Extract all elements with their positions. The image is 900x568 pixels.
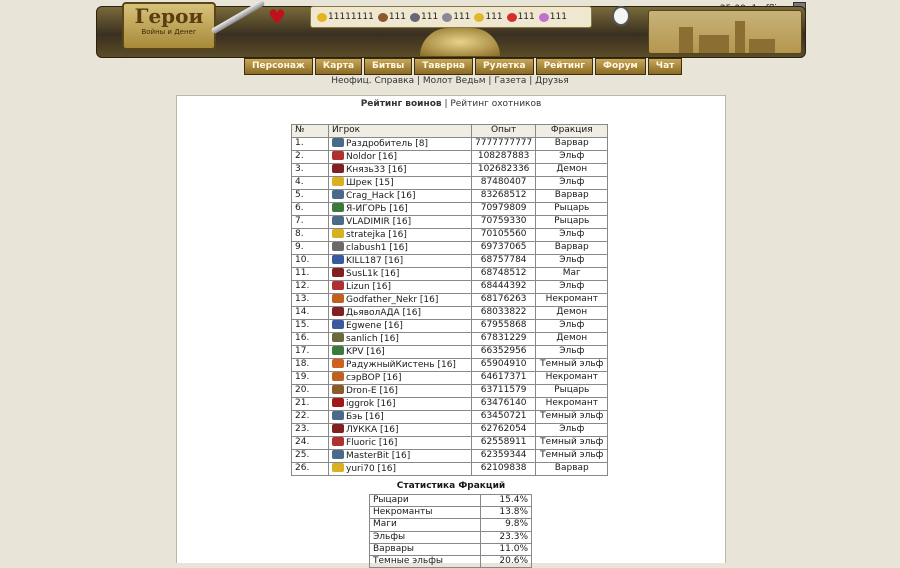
rank-cell: 5. bbox=[292, 189, 329, 202]
player-name-link[interactable]: Я-ИГОРЬ [16] bbox=[346, 203, 408, 214]
tab-hunters-rating[interactable]: Рейтинг охотников bbox=[450, 99, 542, 109]
player-cell bbox=[329, 163, 472, 176]
wood-icon bbox=[378, 13, 388, 22]
faction-name-cell: Рыцари bbox=[370, 495, 481, 507]
sub-link[interactable]: Газета bbox=[494, 76, 527, 86]
rank-cell: 21. bbox=[292, 397, 329, 410]
faction-emblem-icon bbox=[332, 190, 344, 199]
ore-icon bbox=[410, 13, 420, 22]
header-experience: Опыт bbox=[472, 125, 536, 138]
experience-cell: 62359344 bbox=[472, 449, 536, 462]
rank-cell: 20. bbox=[292, 384, 329, 397]
faction-emblem-icon bbox=[332, 307, 344, 316]
faction-cell: Варвар bbox=[536, 189, 608, 202]
faction-emblem-icon bbox=[332, 281, 344, 290]
table-row bbox=[292, 358, 608, 371]
faction-emblem-icon bbox=[332, 294, 344, 303]
faction-emblem-icon bbox=[332, 372, 344, 381]
resource-value: 111 bbox=[485, 12, 503, 22]
stats-row bbox=[370, 519, 532, 531]
rank-cell: 13. bbox=[292, 293, 329, 306]
resource-value: 11111111 bbox=[328, 12, 374, 22]
experience-cell: 68748512 bbox=[472, 267, 536, 280]
experience-cell: 70979809 bbox=[472, 202, 536, 215]
resource-value: 111 bbox=[421, 12, 439, 22]
nav-button[interactable]: Битвы bbox=[364, 58, 412, 75]
faction-percent-cell: 20.6% bbox=[481, 555, 532, 567]
rank-cell: 24. bbox=[292, 436, 329, 449]
faction-cell: Рыцарь bbox=[536, 384, 608, 397]
player-name-link[interactable]: MasterBit [16] bbox=[346, 450, 411, 461]
faction-emblem-icon bbox=[332, 450, 344, 459]
experience-cell: 64617371 bbox=[472, 371, 536, 384]
faction-emblem-icon bbox=[332, 229, 344, 238]
rank-cell: 4. bbox=[292, 176, 329, 189]
faction-cell: Эльф bbox=[536, 319, 608, 332]
rank-cell: 22. bbox=[292, 410, 329, 423]
faction-cell: Некромант bbox=[536, 397, 608, 410]
rank-cell: 8. bbox=[292, 228, 329, 241]
faction-stats-title: Статистика Фракций bbox=[396, 481, 506, 491]
resources-bar bbox=[310, 6, 592, 28]
player-name-link[interactable]: Lizun [16] bbox=[346, 281, 391, 292]
faction-cell: Темный эльф bbox=[536, 436, 608, 449]
player-name-link[interactable]: stratejka [16] bbox=[346, 229, 407, 240]
player-cell bbox=[329, 176, 472, 189]
resource-item bbox=[317, 12, 374, 22]
table-row bbox=[292, 241, 608, 254]
table-row bbox=[292, 423, 608, 436]
faction-percent-cell: 23.3% bbox=[481, 531, 532, 543]
table-row bbox=[292, 397, 608, 410]
faction-cell: Эльф bbox=[536, 280, 608, 293]
faction-cell: Варвар bbox=[536, 462, 608, 475]
crystal-icon bbox=[507, 13, 517, 22]
nav-button[interactable]: Чат bbox=[648, 58, 683, 75]
player-cell bbox=[329, 384, 472, 397]
game-header bbox=[0, 0, 900, 76]
faction-name-cell: Маги bbox=[370, 519, 481, 531]
player-cell bbox=[329, 293, 472, 306]
faction-cell: Некромант bbox=[536, 371, 608, 384]
faction-emblem-icon bbox=[332, 151, 344, 160]
player-cell bbox=[329, 202, 472, 215]
player-name-link[interactable]: Раздробитель [8] bbox=[346, 138, 429, 149]
tab-warriors-rating[interactable]: Рейтинг воинов bbox=[360, 99, 442, 109]
experience-cell: 7777777777 bbox=[472, 137, 536, 150]
resource-item bbox=[378, 12, 406, 22]
sulfur-icon bbox=[474, 13, 484, 22]
faction-cell: Темный эльф bbox=[536, 358, 608, 371]
main-nav bbox=[244, 58, 682, 75]
faction-cell: Эльф bbox=[536, 150, 608, 163]
table-row bbox=[292, 267, 608, 280]
faction-emblem-icon bbox=[332, 424, 344, 433]
faction-emblem-icon bbox=[332, 346, 344, 355]
game-logo[interactable] bbox=[122, 2, 216, 50]
table-row bbox=[292, 384, 608, 397]
table-row bbox=[292, 215, 608, 228]
table-row bbox=[292, 280, 608, 293]
resource-item bbox=[410, 12, 438, 22]
player-cell bbox=[329, 410, 472, 423]
player-cell bbox=[329, 215, 472, 228]
nav-button[interactable]: Карта bbox=[315, 58, 362, 75]
table-row bbox=[292, 449, 608, 462]
table-row bbox=[292, 293, 608, 306]
player-name-link[interactable]: Fluoric [16] bbox=[346, 437, 398, 448]
table-row bbox=[292, 202, 608, 215]
experience-cell: 108287883 bbox=[472, 150, 536, 163]
player-name-link[interactable]: Egwene [16] bbox=[346, 320, 403, 331]
experience-cell: 62109838 bbox=[472, 462, 536, 475]
stats-row bbox=[370, 507, 532, 519]
experience-cell: 68176263 bbox=[472, 293, 536, 306]
faction-percent-cell: 13.8% bbox=[481, 507, 532, 519]
faction-emblem-icon bbox=[332, 411, 344, 420]
faction-cell: Эльф bbox=[536, 423, 608, 436]
experience-cell: 70759330 bbox=[472, 215, 536, 228]
player-name-link[interactable]: Crag_Hack [16] bbox=[346, 190, 416, 201]
resource-value: 111 bbox=[549, 12, 567, 22]
resource-value: 111 bbox=[517, 12, 535, 22]
player-name-link[interactable]: Князь33 [16] bbox=[346, 164, 407, 175]
faction-emblem-icon bbox=[332, 398, 344, 407]
player-name-link[interactable]: sanlich [16] bbox=[346, 333, 399, 344]
faction-name-cell: Эльфы bbox=[370, 531, 481, 543]
faction-cell: Эльф bbox=[536, 254, 608, 267]
faction-emblem-icon bbox=[332, 359, 344, 368]
faction-emblem-icon bbox=[332, 242, 344, 251]
table-row bbox=[292, 189, 608, 202]
table-row bbox=[292, 345, 608, 358]
experience-cell: 83268512 bbox=[472, 189, 536, 202]
faction-percent-cell: 9.8% bbox=[481, 519, 532, 531]
experience-cell: 102682336 bbox=[472, 163, 536, 176]
faction-cell: Темный эльф bbox=[536, 449, 608, 462]
experience-cell: 66352956 bbox=[472, 345, 536, 358]
stats-row bbox=[370, 495, 532, 507]
faction-cell: Демон bbox=[536, 163, 608, 176]
faction-name-cell: Варвары bbox=[370, 543, 481, 555]
faction-cell: Демон bbox=[536, 306, 608, 319]
faction-emblem-icon bbox=[332, 320, 344, 329]
player-name-link[interactable]: clabush1 [16] bbox=[346, 242, 408, 253]
faction-cell: Темный эльф bbox=[536, 410, 608, 423]
faction-cell: Демон bbox=[536, 332, 608, 345]
player-cell bbox=[329, 397, 472, 410]
faction-name-cell: Темные эльфы bbox=[370, 555, 481, 567]
player-cell bbox=[329, 241, 472, 254]
faction-emblem-icon bbox=[332, 216, 344, 225]
sub-links: Неофиц. Справка | Молот Ведьм | Газета | Друзья bbox=[331, 76, 569, 86]
stats-row bbox=[370, 543, 532, 555]
faction-stats-table bbox=[369, 494, 532, 568]
table-row bbox=[292, 462, 608, 475]
nav-button[interactable]: Таверна bbox=[414, 58, 473, 75]
player-cell bbox=[329, 189, 472, 202]
player-name-link[interactable]: ЛУККА [16] bbox=[346, 424, 399, 435]
rating-tabs: Рейтинг воинов | Рейтинг охотников bbox=[360, 99, 542, 109]
faction-cell: Варвар bbox=[536, 241, 608, 254]
player-name-link[interactable]: Noldor [16] bbox=[346, 151, 397, 162]
player-cell bbox=[329, 332, 472, 345]
experience-cell: 62762054 bbox=[472, 423, 536, 436]
player-cell bbox=[329, 423, 472, 436]
faction-percent-cell: 15.4% bbox=[481, 495, 532, 507]
faction-emblem-icon bbox=[332, 177, 344, 186]
table-row bbox=[292, 306, 608, 319]
player-cell bbox=[329, 319, 472, 332]
rank-cell: 12. bbox=[292, 280, 329, 293]
mana-flask-icon[interactable] bbox=[612, 6, 630, 26]
rank-cell: 1. bbox=[292, 137, 329, 150]
rank-cell: 7. bbox=[292, 215, 329, 228]
rank-cell: 19. bbox=[292, 371, 329, 384]
player-name-link[interactable]: KPV [16] bbox=[346, 346, 385, 357]
experience-cell: 65904910 bbox=[472, 358, 536, 371]
castle-picture[interactable] bbox=[648, 10, 802, 54]
nav-button[interactable]: Форум bbox=[595, 58, 646, 75]
faction-cell: Рыцарь bbox=[536, 202, 608, 215]
experience-cell: 63450721 bbox=[472, 410, 536, 423]
rank-cell: 3. bbox=[292, 163, 329, 176]
sub-link[interactable]: Друзья bbox=[535, 76, 569, 86]
experience-cell: 67955868 bbox=[472, 319, 536, 332]
experience-cell: 62558911 bbox=[472, 436, 536, 449]
player-cell bbox=[329, 306, 472, 319]
stats-row bbox=[370, 531, 532, 543]
header-player: Игрок bbox=[329, 125, 472, 138]
nav-button[interactable]: Рулетка bbox=[475, 58, 534, 75]
player-name-link[interactable]: yuri70 [16] bbox=[346, 463, 397, 474]
player-name-link[interactable]: SusL1k [16] bbox=[346, 268, 400, 279]
header-faction: Фракция bbox=[536, 125, 608, 138]
faction-percent-cell: 11.0% bbox=[481, 543, 532, 555]
table-row bbox=[292, 137, 608, 150]
faction-emblem-icon bbox=[332, 333, 344, 342]
table-row bbox=[292, 332, 608, 345]
faction-emblem-icon bbox=[332, 463, 344, 472]
rank-cell: 18. bbox=[292, 358, 329, 371]
table-row bbox=[292, 436, 608, 449]
resource-item bbox=[474, 12, 502, 22]
rating-panel bbox=[176, 95, 726, 567]
sub-link[interactable]: Неофиц. Справка bbox=[331, 76, 415, 86]
experience-cell: 63711579 bbox=[472, 384, 536, 397]
player-name-link[interactable]: Шрек [15] bbox=[346, 177, 394, 188]
experience-cell: 68444392 bbox=[472, 280, 536, 293]
logo-subtitle: Войны и Денег bbox=[141, 28, 197, 36]
rank-cell: 25. bbox=[292, 449, 329, 462]
faction-name-cell: Некроманты bbox=[370, 507, 481, 519]
table-row bbox=[292, 228, 608, 241]
header-number: № bbox=[292, 125, 329, 138]
table-row bbox=[292, 254, 608, 267]
nav-button[interactable]: Рейтинг bbox=[536, 58, 593, 75]
player-cell bbox=[329, 462, 472, 475]
table-row bbox=[292, 176, 608, 189]
player-cell bbox=[329, 371, 472, 384]
rank-cell: 9. bbox=[292, 241, 329, 254]
faction-emblem-icon bbox=[332, 385, 344, 394]
faction-emblem-icon bbox=[332, 203, 344, 212]
rank-cell: 6. bbox=[292, 202, 329, 215]
gold-icon bbox=[317, 13, 327, 22]
sub-link[interactable]: Молот Ведьм bbox=[422, 76, 486, 86]
player-cell bbox=[329, 358, 472, 371]
experience-cell: 87480407 bbox=[472, 176, 536, 189]
player-name-link[interactable]: Dron-E [16] bbox=[346, 385, 398, 396]
player-name-link[interactable]: сэрBOP [16] bbox=[346, 372, 402, 383]
player-cell bbox=[329, 449, 472, 462]
rank-cell: 10. bbox=[292, 254, 329, 267]
table-row bbox=[292, 371, 608, 384]
player-cell bbox=[329, 228, 472, 241]
faction-cell: Эльф bbox=[536, 176, 608, 189]
rating-table bbox=[291, 124, 608, 476]
faction-emblem-icon bbox=[332, 164, 344, 173]
faction-emblem-icon bbox=[332, 255, 344, 264]
experience-cell: 70105560 bbox=[472, 228, 536, 241]
health-heart-icon[interactable]: ♥ bbox=[268, 5, 286, 29]
experience-cell: 69737065 bbox=[472, 241, 536, 254]
player-cell bbox=[329, 345, 472, 358]
player-cell bbox=[329, 150, 472, 163]
nav-button[interactable]: Персонаж bbox=[244, 58, 313, 75]
rank-cell: 11. bbox=[292, 267, 329, 280]
faction-cell: Варвар bbox=[536, 137, 608, 150]
player-name-link[interactable]: РадужныйКистень [16] bbox=[346, 359, 456, 370]
rank-cell: 17. bbox=[292, 345, 329, 358]
experience-cell: 67831229 bbox=[472, 332, 536, 345]
player-name-link[interactable]: iggrok [16] bbox=[346, 398, 396, 409]
player-cell bbox=[329, 254, 472, 267]
faction-emblem-icon bbox=[332, 268, 344, 277]
rank-cell: 14. bbox=[292, 306, 329, 319]
rating-header-row bbox=[292, 125, 608, 138]
resource-item bbox=[442, 12, 470, 22]
player-cell bbox=[329, 280, 472, 293]
resource-item bbox=[507, 12, 535, 22]
experience-cell: 68033822 bbox=[472, 306, 536, 319]
gems-icon bbox=[539, 13, 549, 22]
table-row bbox=[292, 163, 608, 176]
rank-cell: 16. bbox=[292, 332, 329, 345]
resource-item bbox=[539, 12, 567, 22]
experience-cell: 63476140 bbox=[472, 397, 536, 410]
mercury-icon bbox=[442, 13, 452, 22]
experience-cell: 68757784 bbox=[472, 254, 536, 267]
player-name-link[interactable]: KILL187 [16] bbox=[346, 255, 404, 266]
player-cell bbox=[329, 137, 472, 150]
faction-cell: Маг bbox=[536, 267, 608, 280]
faction-emblem-icon bbox=[332, 138, 344, 147]
table-row bbox=[292, 410, 608, 423]
faction-emblem-icon bbox=[332, 437, 344, 446]
table-row bbox=[292, 150, 608, 163]
faction-cell: Эльф bbox=[536, 228, 608, 241]
resource-value: 111 bbox=[388, 12, 406, 22]
faction-cell: Рыцарь bbox=[536, 215, 608, 228]
logo-title: Герои bbox=[134, 4, 204, 28]
player-name-link[interactable]: VLADIMIR [16] bbox=[346, 216, 412, 227]
faction-cell: Эльф bbox=[536, 345, 608, 358]
resource-value: 111 bbox=[453, 12, 471, 22]
rank-cell: 15. bbox=[292, 319, 329, 332]
player-cell bbox=[329, 436, 472, 449]
player-cell bbox=[329, 267, 472, 280]
player-name-link[interactable]: Godfather_Nekr [16] bbox=[346, 294, 439, 305]
rank-cell: 2. bbox=[292, 150, 329, 163]
player-name-link[interactable]: Бэь [16] bbox=[346, 411, 384, 422]
header-ornament bbox=[420, 28, 500, 56]
rank-cell: 26. bbox=[292, 462, 329, 475]
table-row bbox=[292, 319, 608, 332]
faction-cell: Некромант bbox=[536, 293, 608, 306]
rank-cell: 23. bbox=[292, 423, 329, 436]
player-name-link[interactable]: ДьяволАДА [16] bbox=[346, 307, 421, 318]
